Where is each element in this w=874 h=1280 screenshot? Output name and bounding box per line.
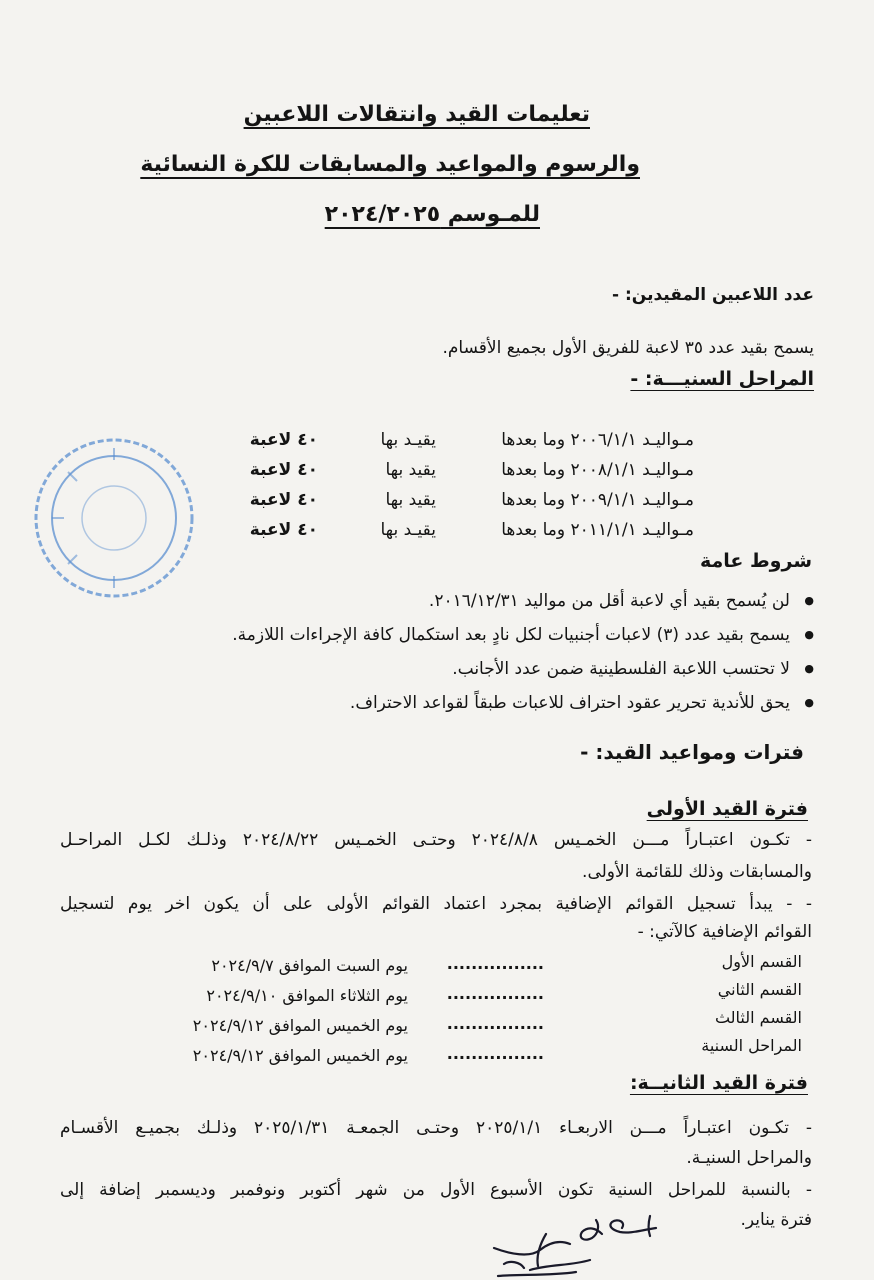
- condition-item: ● لن يُسمح بقيد أي لاعبة أقل من مواليد ٢٠١٦/١٢/٣١.: [232, 584, 790, 618]
- condition-item: ● لا تحتسب اللاعبة الفلسطينية ضمن عدد الأجانب.: [232, 652, 790, 686]
- deadline-3-dots: ................: [446, 1014, 544, 1033]
- second-period-p1-line2: والمراحل السنيـة.: [686, 1148, 812, 1168]
- age-row-3-birth: مـواليـد ٢٠٠٩/١/١ وما بعدها: [501, 490, 694, 510]
- handwritten-signature-icon: [480, 1204, 680, 1280]
- deadline-1-date: يوم السبت الموافق ٢٠٢٤/٩/٧: [211, 956, 408, 975]
- deadline-2-division: القسم الثاني: [717, 980, 802, 999]
- condition-item: ● يسمح بقيد عدد (٣) لاعبات أجنبيات لكل نادٍ بعد استكمال كافة الإجراءات اللازمة.: [232, 618, 790, 652]
- first-period-p2-line1: - - يبدأ تسجيل القوائم الإضافية بمجرد اعتماد القوائم الأولى على أن يكون اخر يوم لتسجيل: [60, 894, 812, 914]
- deadline-3-date: يوم الخميس الموافق ٢٠٢٤/٩/١٢: [192, 1016, 408, 1035]
- second-period-p2-line2: فترة يناير.: [740, 1210, 812, 1230]
- age-row-4-reg: يقيـد بها: [380, 520, 436, 540]
- title-line-2: والرسوم والمواعيد والمسابقات للكرة النسائية: [140, 152, 640, 177]
- age-row-1-count: ٤٠ لاعبة: [249, 430, 318, 450]
- age-stages-heading: المراحل السنيـــة: -: [630, 368, 814, 390]
- deadline-1-dots: ................: [446, 954, 544, 973]
- age-row-4-count: ٤٠ لاعبة: [249, 520, 318, 540]
- age-row-2-count: ٤٠ لاعبة: [249, 460, 318, 480]
- first-period-p2-line2: القوائم الإضافية كالآتي: -: [637, 922, 812, 942]
- age-row-2-reg: يقيد بها: [385, 460, 436, 480]
- players-count-text: يسمح بقيد عدد ٣٥ لاعبة للفريق الأول بجميع الأقسام.: [442, 338, 814, 358]
- age-row-1-birth: مـواليـد ٢٠٠٦/١/١ وما بعدها: [501, 430, 694, 450]
- players-count-heading: عدد اللاعبين المقيدين: -: [612, 285, 814, 305]
- second-period-heading: فترة القيد الثانيــة:: [629, 1072, 808, 1094]
- deadline-2-dots: ................: [446, 984, 544, 1003]
- general-conditions-heading: شروط عامة: [699, 550, 812, 572]
- deadline-1-division: القسم الأول: [721, 952, 802, 971]
- title-line-3: للمـوسم ٢٠٢٤/٢٠٢٥: [324, 202, 540, 227]
- second-period-p1-line1: - تكـون اعتبـاراً مـــن الاربعـاء ٢٠٢٥/١/١ وحتـى الجمعـة ٢٠٢٥/١/٣١ وذلـك بجميـع الأقسـام: [60, 1118, 812, 1138]
- condition-item: ● يحق للأندية تحرير عقود احتراف للاعبات طبقاً لقواعد الاحتراف.: [232, 686, 790, 720]
- deadline-4-date: يوم الخميس الموافق ٢٠٢٤/٩/١٢: [192, 1046, 408, 1065]
- first-period-p1-line1: - تكـون اعتبـاراً مـــن الخمـيس ٢٠٢٤/٨/٨ وحتـى الخمـيس ٢٠٢٤/٨/٢٢ وذلـك لكـل المراحـل: [60, 830, 813, 850]
- deadline-4-division: المراحل السنية: [701, 1036, 802, 1055]
- deadline-4-dots: ................: [446, 1044, 544, 1063]
- second-period-p2-line1: - بالنسبة للمراحل السنية تكون الأسبوع الأول من شهر أكتوبر ونوفمبر وديسمبر إضافة إلى: [60, 1180, 812, 1200]
- deadline-3-division: القسم الثالث: [714, 1008, 802, 1027]
- age-row-3-count: ٤٠ لاعبة: [249, 490, 318, 510]
- age-row-2-birth: مـواليـد ٢٠٠٨/١/١ وما بعدها: [501, 460, 694, 480]
- age-row-4-birth: مـواليـد ٢٠١١/١/١ وما بعدها: [501, 520, 694, 540]
- first-period-p1-line2: والمسابقات وذلك للقائمة الأولى.: [582, 862, 812, 882]
- age-row-1-reg: يقيـد بها: [380, 430, 436, 450]
- first-period-heading: فترة القيد الأولى: [646, 798, 808, 820]
- age-row-3-reg: يقيد بها: [385, 490, 436, 510]
- official-stamp-icon: [30, 434, 198, 602]
- general-conditions-list: [232, 584, 814, 720]
- deadline-2-date: يوم الثلاثاء الموافق ٢٠٢٤/٩/١٠: [206, 986, 408, 1005]
- periods-heading: فترات ومواعيد القيد: -: [580, 740, 804, 764]
- title-line-1: تعليمات القيد وانتقالات اللاعبين: [243, 102, 590, 127]
